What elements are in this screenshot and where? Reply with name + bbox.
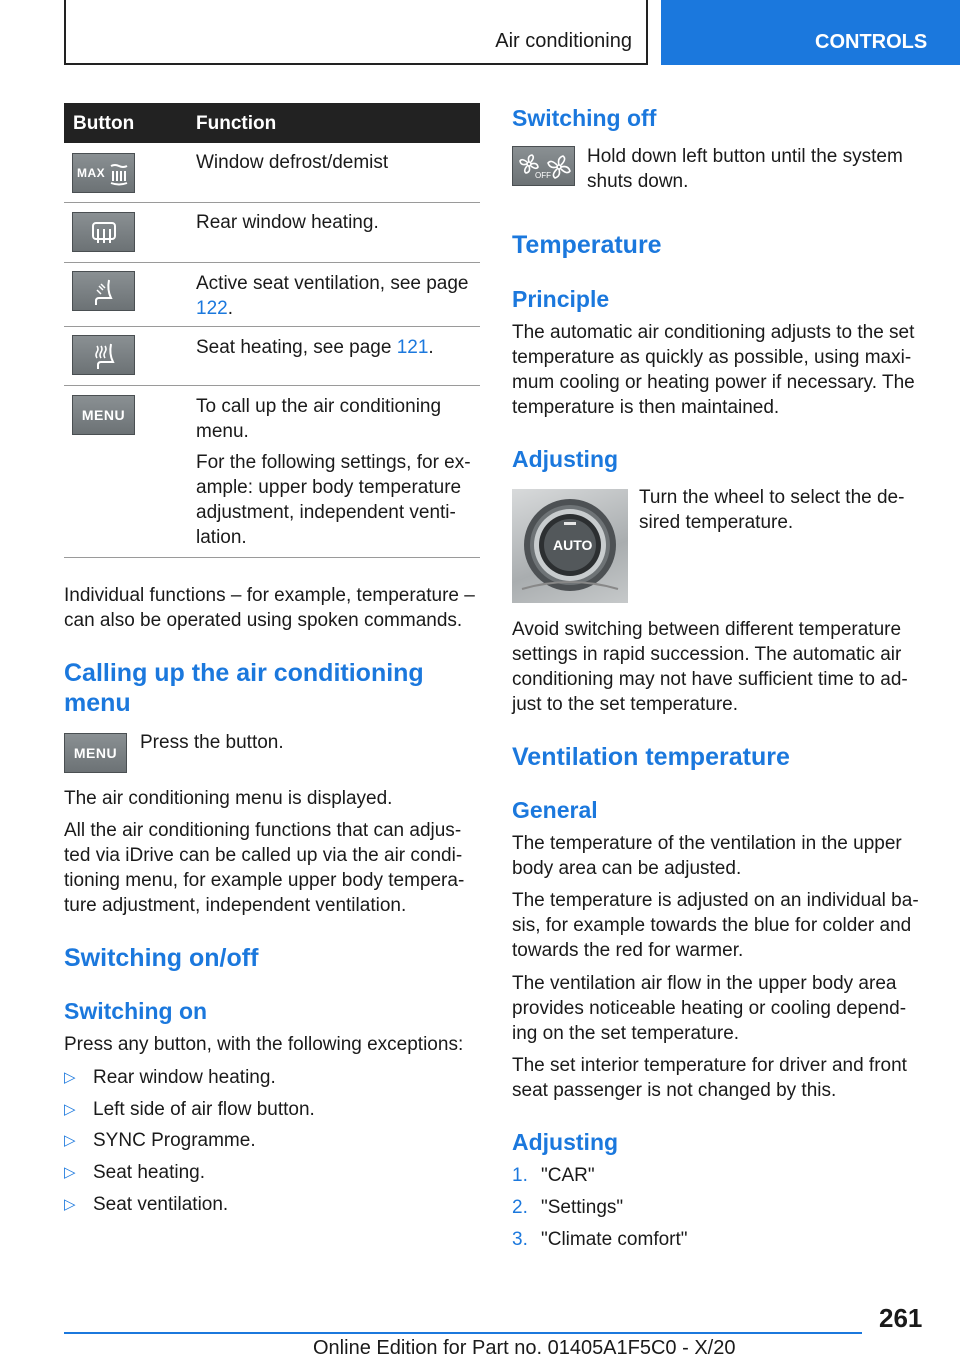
switching-on-heading: Switching on	[64, 998, 208, 1024]
switching-on-text: Press any button, with the following exceptions:	[64, 1034, 464, 1055]
table-row	[64, 386, 480, 558]
adjusting-text: Turn the wheel to select the desired temperature.	[639, 487, 905, 533]
general-text-4: The set interior temperature for driver and front seat passenger is not changed by this.	[512, 1055, 907, 1101]
off-label: OFF	[535, 171, 551, 180]
row-function-suffix: .	[227, 298, 233, 319]
list-item-text: Seat ventilation.	[93, 1194, 229, 1215]
avoid-text: Avoid switching between different temperature settings in rapid succession. The automatic air conditioning may not have sufficient time to adjust to the set temperature.	[512, 619, 908, 715]
step-number: 2.	[512, 1197, 528, 1218]
row-function-text: To call up the air conditioning menu.	[196, 396, 442, 442]
table-header-button: Button	[73, 113, 135, 134]
switching-heading: Switching on/off	[64, 944, 259, 972]
row-function-suffix: .	[428, 337, 434, 358]
step-text: "Settings"	[541, 1197, 624, 1218]
footer-divider	[64, 1332, 862, 1334]
menu-functions-text: All the air conditioning functions that can adjusted via iDrive can be called up via the air conditioning menu, for example upper body temperature adjustment, independent ventilation.	[64, 820, 465, 916]
row-function-text: Rear window heating.	[196, 212, 379, 233]
table-header-function: Function	[196, 113, 277, 134]
chapter-tab	[661, 0, 960, 65]
section-title: Air conditioning	[495, 30, 632, 52]
list-item-text: Left side of air flow button.	[93, 1099, 315, 1120]
max-defrost-icon	[72, 153, 135, 193]
seat-ventilation-icon	[72, 271, 135, 311]
list-item-text: Seat heating.	[93, 1162, 205, 1183]
max-label: MAX	[77, 166, 106, 180]
ventilation-heading: Ventilation temperature	[512, 743, 790, 771]
calling-heading: Calling up the air conditioning menu	[64, 659, 424, 717]
step-text: "Climate comfort"	[541, 1229, 688, 1250]
step-number: 3.	[512, 1229, 528, 1250]
page-link[interactable]: 122	[196, 298, 228, 319]
switching-off-text: Hold down left button until the system shuts down.	[587, 146, 903, 192]
rear-window-heating-icon	[72, 212, 135, 252]
menu-button-icon	[64, 733, 127, 773]
header-bar	[64, 0, 648, 65]
general-text-2: The temperature is adjusted on an individual basis, for example towards the blue for colder and towards the red for warmer.	[512, 890, 919, 961]
table-header	[64, 103, 480, 143]
menu-label: MENU	[81, 407, 126, 423]
fan-off-icon	[512, 146, 575, 186]
temperature-dial-image	[512, 489, 628, 603]
row-function-text: Seat heating, see page	[196, 337, 397, 358]
intro-text: Individual functions – for example, temperature – can also be operated using spoken commands.	[64, 585, 475, 631]
general-heading: General	[512, 797, 598, 823]
footer-edition: Online Edition for Part no. 01405A1F5C0 - X/20	[313, 1337, 736, 1359]
button-function-table	[64, 103, 480, 558]
page-link[interactable]: 121	[396, 337, 429, 358]
step-text: "CAR"	[541, 1165, 595, 1186]
principle-text: The automatic air conditioning adjusts to the set temperature as quickly as possible, using maximum cooling or heating power if necessary. The temperature is then maintained.	[512, 322, 915, 418]
row-function-text: Window defrost/demist	[196, 152, 389, 173]
switching-off-heading: Switching off	[512, 105, 657, 131]
general-text-1: The temperature of the ventilation in the upper body area can be adjusted.	[512, 833, 902, 879]
list-item-text: SYNC Programme.	[93, 1130, 256, 1151]
list-item-text: Rear window heating.	[93, 1067, 276, 1088]
table-row	[64, 327, 480, 386]
dial-auto-label: AUTO	[553, 537, 593, 553]
temperature-heading: Temperature	[512, 231, 662, 259]
step-number: 1.	[512, 1165, 528, 1186]
adjusting-heading: Adjusting	[512, 446, 619, 472]
page-number: 261	[879, 1303, 923, 1333]
table-row	[64, 263, 480, 327]
adjusting2-heading: Adjusting	[512, 1129, 619, 1155]
row-function-text-2: For the following settings, for example: upper body temperature adjustment, independent ventilation.	[196, 452, 471, 548]
table-row	[64, 203, 480, 263]
menu-button-icon	[72, 395, 135, 435]
chapter-title: CONTROLS	[815, 31, 928, 53]
general-text-3: The ventilation air flow in the upper body area provides noticeable heating or cooling depending on the set temperature.	[512, 973, 907, 1044]
menu-label: MENU	[73, 745, 118, 761]
press-button-text: Press the button.	[140, 732, 284, 753]
principle-heading: Principle	[512, 286, 610, 312]
menu-displayed-text: The air conditioning menu is displayed.	[64, 788, 393, 809]
table-row	[64, 143, 480, 203]
row-function-text: Active seat ventilation, see page	[196, 273, 469, 294]
seat-heating-icon	[72, 335, 135, 375]
